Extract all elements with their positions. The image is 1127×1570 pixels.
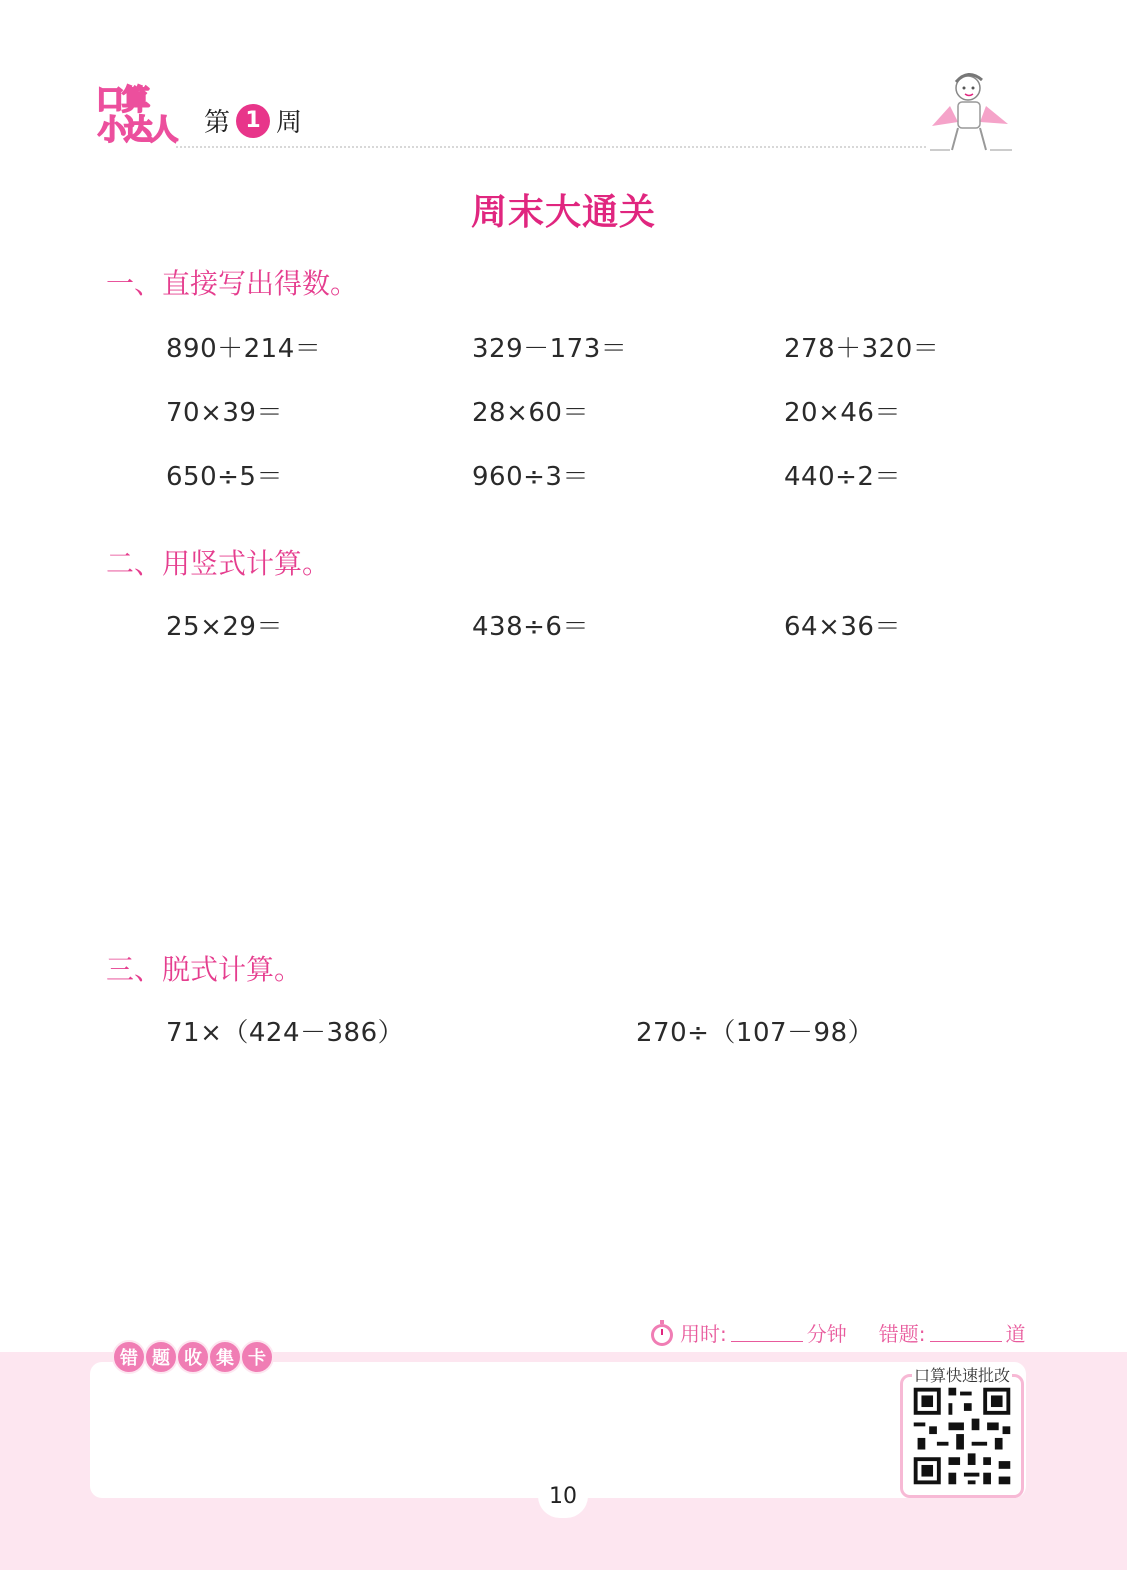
mascot-illustration bbox=[920, 66, 1020, 166]
badge-char: 题 bbox=[144, 1340, 178, 1374]
page-number: 10 bbox=[538, 1474, 588, 1518]
badge-char: 错 bbox=[112, 1340, 146, 1374]
qr-label: 口算快速批改 bbox=[912, 1363, 1012, 1386]
qr-code-icon bbox=[906, 1380, 1018, 1492]
problem: 70×39＝ bbox=[166, 398, 283, 428]
section2-heading: 二、用竖式计算。 bbox=[106, 547, 331, 580]
errors-blank[interactable] bbox=[930, 1323, 1002, 1342]
problem: 960÷3＝ bbox=[472, 462, 589, 492]
problem: 28×60＝ bbox=[472, 398, 589, 428]
time-unit: 分钟 bbox=[806, 1322, 847, 1346]
problem: 25×29＝ bbox=[166, 612, 283, 642]
qr-code[interactable] bbox=[900, 1374, 1024, 1498]
problem: 71×（424－386） bbox=[166, 1018, 405, 1048]
problem: 329－173＝ bbox=[472, 334, 628, 364]
errors-unit: 道 bbox=[1005, 1322, 1026, 1346]
section1-heading: 一、直接写出得数。 bbox=[106, 267, 359, 300]
problem: 438÷6＝ bbox=[472, 612, 589, 642]
header-divider bbox=[176, 146, 926, 148]
errors-label: 错题: bbox=[878, 1322, 926, 1346]
badge-char: 收 bbox=[176, 1340, 210, 1374]
logo-line2: 小达人 bbox=[98, 113, 177, 146]
problem: 20×46＝ bbox=[784, 398, 901, 428]
badge-char: 集 bbox=[208, 1340, 242, 1374]
error-card-badge bbox=[112, 1340, 272, 1374]
week-prefix: 第 bbox=[204, 108, 231, 138]
time-label: 用时: bbox=[680, 1322, 727, 1346]
time-and-errors-bar bbox=[648, 1318, 1026, 1347]
badge-char: 卡 bbox=[240, 1340, 274, 1374]
problem: 270÷（107－98） bbox=[636, 1018, 875, 1048]
logo-line1: 口算 bbox=[96, 83, 149, 116]
week-indicator bbox=[204, 102, 302, 139]
problem: 890＋214＝ bbox=[166, 334, 322, 364]
problem: 440÷2＝ bbox=[784, 462, 901, 492]
brand-logo bbox=[92, 84, 184, 154]
stopwatch-icon bbox=[648, 1319, 676, 1347]
week-suffix: 周 bbox=[276, 108, 303, 138]
problem: 650÷5＝ bbox=[166, 462, 283, 492]
section3-heading: 三、脱式计算。 bbox=[106, 953, 303, 986]
problem: 278＋320＝ bbox=[784, 334, 940, 364]
page-title: 周末大通关 bbox=[470, 192, 656, 233]
problem: 64×36＝ bbox=[784, 612, 901, 642]
week-number: 1 bbox=[236, 104, 270, 138]
time-blank[interactable] bbox=[731, 1323, 803, 1342]
